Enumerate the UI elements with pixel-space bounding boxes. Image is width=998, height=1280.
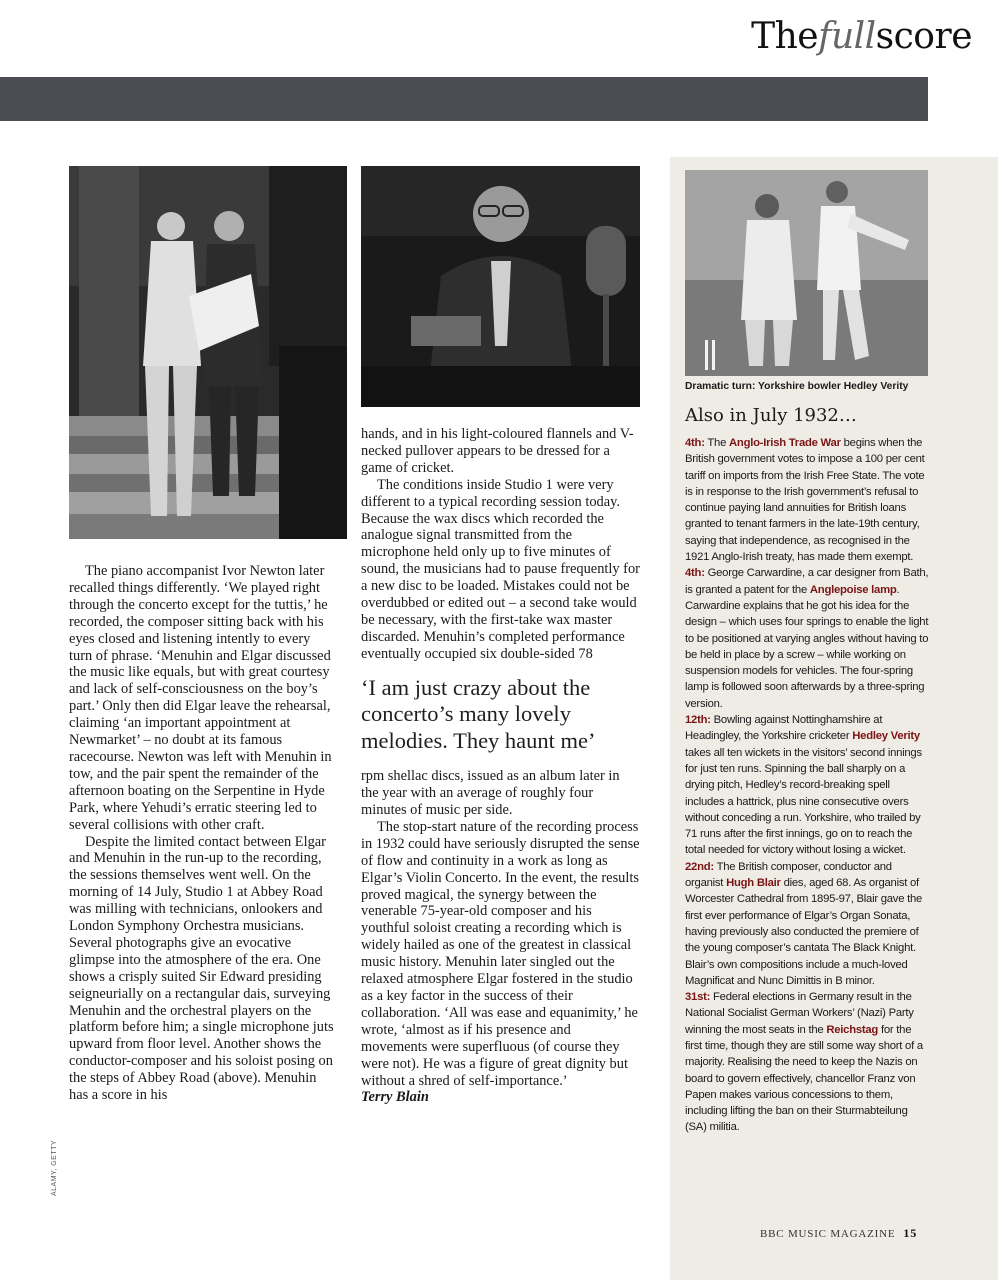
event-text: The British composer, conductor and organist <box>685 860 892 890</box>
event-text: for the first time, though they are still some way short of a majority. Realising the need to keep the Nazis on board to govern effectively, chancellor Franz von Papen makes various concessions to them, including lifting the ban on their Sturmabteilung (SA) militia. <box>685 1023 923 1134</box>
event-keyword: Reichstag <box>826 1023 879 1036</box>
masthead-the: The <box>751 16 819 57</box>
event-item <box>685 859 929 989</box>
event-date: 22nd: <box>685 860 714 873</box>
page-number: 15 <box>903 1226 918 1240</box>
masthead-full: full <box>818 16 876 57</box>
photo-elgar-portrait <box>361 166 640 407</box>
event-item <box>685 712 929 859</box>
event-date: 4th: <box>685 437 705 449</box>
event-keyword: Hedley Verity <box>852 730 920 743</box>
event-text: . Carwardine explains that he got his idea for the design – which uses four springs to enable the light to be positioned at varying angles without having to be held in place by a screw – while working on suspension models for vehicles. The four-spring lamp is followed soon afterwards by a three-spring version. <box>685 583 929 710</box>
col2-paragraph-4: The stop-start nature of the recording process in 1932 could have seriously disrupted the sense of flow and continuity in a work as long as Elgar’s Violin Concerto. In the event, the results proved magical, the synergy between the venerable 75-year-old composer and his youthful soloist creating a recording which is widely hailed as one of the greatest in classical music history. Menuhin later singled out the relaxed atmosphere Elgar fostered in the studio as a key factor in the success of their collaboration. ‘All was ease and equanimity,’ he wrote, ‘almost as if his presence and movements were superfluous (of course they were not). He was a figure of great dignity but without a shred of self-importance.’ <box>361 818 640 1089</box>
pull-quote: ‘I am just crazy about the concerto’s many lovely melodies. They haunt me’ <box>361 674 596 753</box>
event-date: 12th: <box>685 714 711 727</box>
col2-paragraph-2: The conditions inside Studio 1 were very different to a typical recording session today. Because the wax discs which recorded the analogue signal transmitted from the microphone held only up to five minutes of sound, the musicians had to pause frequently for a new disc to be loaded. Mistakes could not be overdubbed or edited out – a second take would be necessary, with the first-take wax master discarded. Menuhin’s completed performance eventually occupied six double-sided 78 <box>361 476 640 662</box>
event-text: Federal elections in Germany result in the National Socialist German Workers’ (Nazi) Party winning the most seats in the <box>685 991 914 1036</box>
article-column-1 <box>69 563 337 1104</box>
magazine-name: BBC MUSIC MAGAZINE <box>760 1228 896 1240</box>
page-footer <box>760 1226 917 1241</box>
events-list <box>685 435 929 1136</box>
photo-credit: ALAMY, GETTY <box>51 1139 58 1196</box>
masthead <box>751 16 972 57</box>
event-text: begins when the British government votes to impose a 100 per cent tariff on imports from the Irish Free State. The vote is in response to the Irish government’s refusal to continue paying land annuities for British loans granted to tenant farmers in the late-19th century, saying that independence, as recognised in the 1921 Anglo-Irish treaty, has made them exempt. <box>685 437 925 564</box>
photo-caption: Dramatic turn: Yorkshire bowler Hedley Verity <box>685 381 909 392</box>
event-date: 4th: <box>685 567 705 580</box>
col1-paragraph-1: The piano accompanist Ivor Newton later recalled things differently. ‘We played right through the concerto except for the tuttis,’ he recorded, the composer sitting back with his eyes closed and listening intently to every turn of phrase. ‘Menuhin and Elgar discussed the music like equals, but with great courtesy and lack of self-consciousness on the boy’s part.’ Only then did Elgar leave the rehearsal, claiming ‘an important appointment at Newmarket’ – no doubt at its famous racecourse. Newton was left with Menuhin in tow, and the pair spent the remainder of the afternoon boating on the Serpentine in Hyde Park, where Yehudi’s erratic steering led to several collisions with other craft. <box>69 563 332 833</box>
event-item <box>685 435 929 565</box>
event-date: 31st: <box>685 991 711 1004</box>
article-column-2 <box>361 426 640 1106</box>
event-keyword: Anglepoise lamp <box>809 583 897 596</box>
col2-paragraph-1: hands, and in his light-coloured flannels and V-necked pullover appears to be dressed for a game of cricket. <box>361 426 634 476</box>
event-text: George Carwardine, a car designer from Bath, is granted a patent for the <box>685 567 929 596</box>
event-item <box>685 565 929 712</box>
event-keyword: Hugh Blair <box>726 877 781 890</box>
photo-menuhin-elgar <box>69 166 347 539</box>
photo-hedley-verity <box>685 170 928 376</box>
event-text: takes all ten wickets in the visitors’ second innings for just ten runs. Spinning the ball sharply on a drying pitch, Hedley’s record-breaking spell includes a hattrick, plus nine consecutive overs without conceding a run. Yorkshire, who trailed by 71 runs after the first innings, go on to reach the total needed for victory without losing a wicket. <box>685 746 922 857</box>
event-keyword: Anglo-Irish Trade War <box>729 437 841 449</box>
col1-paragraph-2: Despite the limited contact between Elgar and Menuhin in the run-up to the recording, the sessions themselves went well. On the morning of 14 July, Studio 1 at Abbey Road was milling with technicians, onlookers and London Symphony Orchestra musicians. Several photographs give an evocative glimpse into the atmosphere of the era. One shows a crisply suited Sir Edward presiding seigneurially on a rectangular dais, surveying Menuhin and the orchestral players on the platform before him; a single microphone juts upward from floor level. Another shows the conductor-composer and his soloist posing on the steps of Abbey Road (above). Menuhin has a score in his <box>69 833 334 1104</box>
header-bar <box>0 77 928 121</box>
masthead-score: score <box>875 16 972 57</box>
event-text: The <box>704 437 730 449</box>
event-text: Bowling against Nottinghamshire at Headingley, the Yorkshire cricketer <box>685 714 883 743</box>
byline: Terry Blain <box>361 1089 429 1106</box>
sidebar-heading: Also in July 1932… <box>685 405 857 426</box>
event-text: dies, aged 68. As organist of Worcester Cathedral from 1895-97, Blair gave the first ever performance of Elgar’s Organ Sonata, having previously also conducted the premiere of the young composer’s cantata The Black Knight. Blair’s own compositions include a much-loved Magnificat and Nunc Dimittis in B minor. <box>685 877 923 987</box>
event-item <box>685 989 929 1136</box>
col2-paragraph-3: rpm shellac discs, issued as an album later in the year with an average of roughly four minutes of music per side. <box>361 768 620 818</box>
